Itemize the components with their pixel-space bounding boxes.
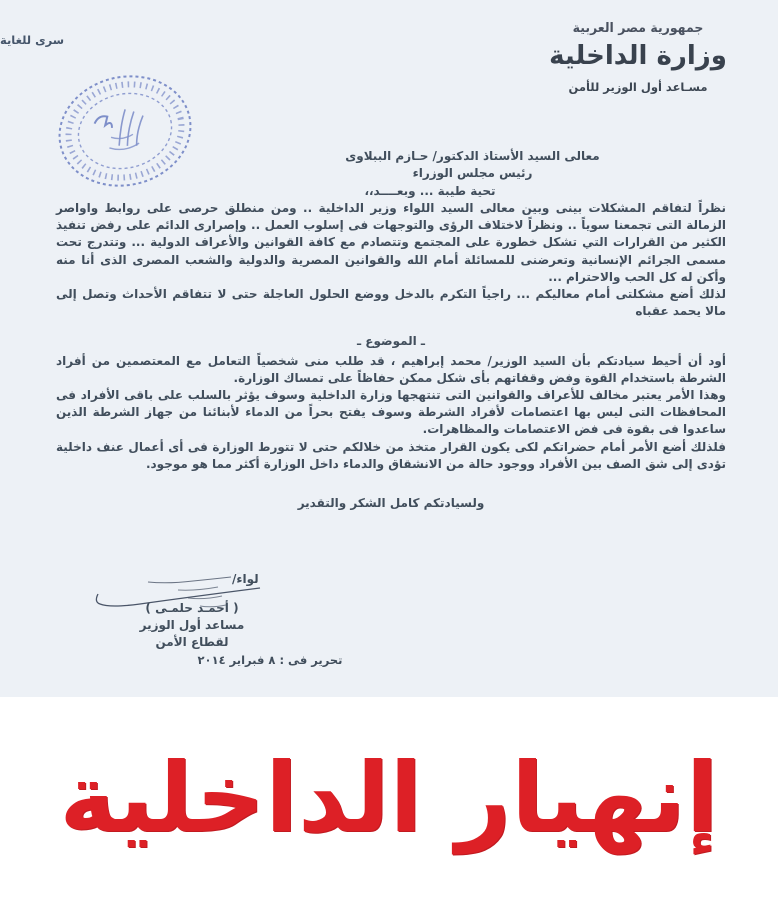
closing-courtesy: ولسيادتكم كامل الشكر والتقدير <box>297 496 485 511</box>
date-line: تحرير فى : ٨ فبراير ٢٠١٤ <box>197 653 343 667</box>
letterhead-ministry: وزارة الداخلية <box>549 41 727 71</box>
letterhead <box>538 20 738 94</box>
signature-rank: لواء/ <box>232 572 259 586</box>
classification-label: سرى للغاية <box>0 33 65 47</box>
subject-heading: ـ الموضوع ـ <box>356 334 426 349</box>
letter-body <box>56 200 726 512</box>
letterhead-office: مسـاعد أول الوزير للأمن <box>568 80 708 94</box>
addressee-name: معالى السيد الأستاذ الدكتور/ حـازم الببلاوى <box>345 149 600 163</box>
signatory-name: ( أحمـد حلمـى ) <box>145 601 239 615</box>
official-stamp-icon <box>41 57 210 205</box>
caption-strip <box>0 697 778 913</box>
body-paragraph-2: لذلك أضع مشكلتى أمام معاليكم ... راجياً التكرم بالدخل ووضع الحلول العاجلة حتى لا تتفاقم الأحداث وتصل إلى مالا يحمد عقباه <box>56 287 726 319</box>
addressee-block <box>330 148 615 182</box>
salutation: تحية طيبة ... وبعــــد،، <box>364 184 496 198</box>
body-paragraph-1: نظراً لتفاقم المشكلات بينى وبين معالى السيد اللواء وزير الداخلية .. ومن منطلق حرصى على روابط واواصر الزمالة التى تجمعنا سوياً .. ونظراً لاختلاف الرؤى والتوجهات فى إسلوب العمل .. وإصرارى الدائم على رفض تنفيذ الكثير من القرارات التي تشكل خطورة على المجتمع وتتصادم مع كافة القوانين والأعراف الدولية ... وتتدرج تحت مسمى الجرائم الإنسانية وتعرضنى للمسائلة أمام الله والقوانين المصرية والدولية والشعب المصرى الذى أنا منه وأكن له كل الحب والاحترام ... <box>56 201 726 284</box>
body-paragraph-3: أود أن أحيط سيادتكم بأن السيد الوزير/ محمد إبراهيم ، قد طلب منى شخصياً التعامل مع المعتصمين من أفراد الشرطة باستخدام القوة وفض وقفاتهم بأى شكل ممكن حفاظاً على تمساك الوزارة. <box>56 353 726 385</box>
addressee-title: رئيس مجلس الوزراء <box>412 166 533 180</box>
letterhead-republic: جمهورية مصر العربية <box>572 19 704 36</box>
red-caption: إنهيار الداخلية <box>59 742 719 854</box>
signatory-block <box>92 600 292 651</box>
body-paragraph-4: وهذا الأمر يعتبر مخالف للأعراف والقوانين التى تنتهجها وزارة الداخلية وسوف يؤثر بالسلب على باقى الأفراد فى المحافظات التى ليس بها اعتصامات لأفراد الشرطة وسوف يفتح بحراً من الدماء لأبنائنا من جهاز الشرطة الذين ساعدوا فى بقوة فى فض الاعتصامات والمظاهرات. <box>56 388 726 437</box>
body-paragraph-5: فلذلك أضع الأمر أمام حضراتكم لكى يكون القرار متخذ من خلالكم حتى لا تتورط الوزارة فى أى أعمال عنف داخلية تؤدى إلى شق الصف بين الأفراد ووجود حالة من الانشقاق والدماء داخل الوزارة أكثر مما هو موجود. <box>56 439 726 471</box>
signatory-title: مساعد أول الوزير <box>139 618 245 632</box>
signatory-sector: لقطاع الأمن <box>155 635 229 649</box>
